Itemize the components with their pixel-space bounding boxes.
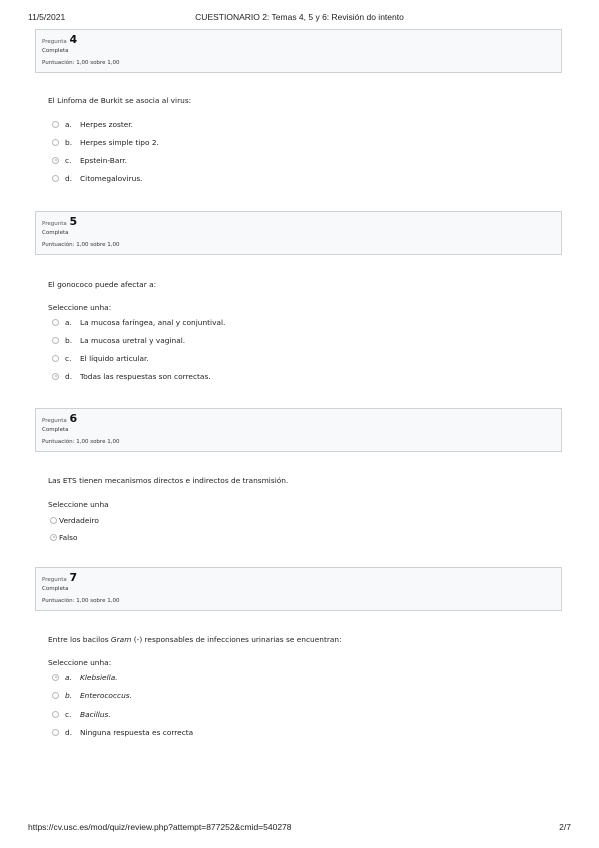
question-text: Entre los bacilos Gram (-) responsables de infecciones urinarias se encuentran: <box>48 635 342 644</box>
question-text: Las ETS tienen mecanismos directos e indirectos de transmisión. <box>48 476 289 485</box>
radio-button[interactable] <box>52 337 59 344</box>
radio-button[interactable] <box>52 692 59 699</box>
page-title: CUESTIONARIO 2: Temas 4, 5 y 6: Revisión do intento <box>195 12 404 22</box>
answer-option[interactable]: c. El líquido articular. <box>52 352 149 364</box>
answer-option[interactable]: a. Herpes zoster. <box>52 118 133 130</box>
print-date: 11/5/2021 <box>28 12 66 22</box>
question-info-box <box>35 567 562 611</box>
select-prompt: Seleccione unha <box>48 500 109 509</box>
answer-option[interactable]: a. La mucosa faríngea, anal y conjuntival. <box>52 316 225 328</box>
answer-option[interactable]: d. Citomegalovirus. <box>52 172 143 184</box>
radio-button[interactable] <box>52 175 59 182</box>
question-grade: Puntuación: 1,00 sobre 1,00 <box>42 439 120 445</box>
question-number: Pregunta 6 <box>42 412 78 425</box>
answer-option-true[interactable]: Verdadeiro <box>50 514 99 526</box>
select-prompt: Seleccione unha: <box>48 658 112 667</box>
answer-option[interactable]: a. Klebsiella. <box>52 671 118 683</box>
answer-option[interactable]: d. Todas las respuestas son correctas. <box>52 370 211 382</box>
radio-button[interactable] <box>52 319 59 326</box>
answer-option[interactable]: c. Epstein-Barr. <box>52 154 127 166</box>
radio-button[interactable] <box>52 711 59 718</box>
question-text: El gonococo puede afectar a: <box>48 280 157 289</box>
radio-button-selected[interactable] <box>52 373 59 380</box>
question-info-box <box>35 29 562 73</box>
question-number: Pregunta 5 <box>42 215 78 228</box>
select-prompt: Seleccione unha: <box>48 303 112 312</box>
question-number: Pregunta 7 <box>42 571 78 584</box>
radio-button[interactable] <box>52 121 59 128</box>
answer-option[interactable]: c. Bacillus. <box>52 708 111 720</box>
radio-button[interactable] <box>52 355 59 362</box>
question-state: Completa <box>42 230 69 236</box>
question-state: Completa <box>42 48 69 54</box>
radio-button-selected[interactable] <box>52 674 59 681</box>
question-info-box <box>35 211 562 255</box>
page-number: 2/7 <box>559 822 571 832</box>
question-text: El Linfoma de Burkit se asocia al virus: <box>48 96 192 105</box>
question-state: Completa <box>42 586 69 592</box>
print-header <box>0 12 599 24</box>
question-grade: Puntuación: 1,00 sobre 1,00 <box>42 60 120 66</box>
page-url: https://cv.usc.es/mod/quiz/review.php?attempt=877252&cmid=540278 <box>28 822 292 832</box>
question-state: Completa <box>42 427 69 433</box>
question-info-box <box>35 408 562 452</box>
answer-option[interactable]: b. Enterococcus. <box>52 689 132 701</box>
answer-option[interactable]: b. La mucosa uretral y vaginal. <box>52 334 185 346</box>
answer-option[interactable]: d. Ninguna respuesta es correcta <box>52 726 193 738</box>
radio-button[interactable] <box>50 517 57 524</box>
radio-button-selected[interactable] <box>52 157 59 164</box>
radio-button[interactable] <box>52 139 59 146</box>
answer-option[interactable]: b. Herpes simple tipo 2. <box>52 136 159 148</box>
answer-option-false[interactable]: Falso <box>50 531 78 543</box>
question-grade: Puntuación: 1,00 sobre 1,00 <box>42 242 120 248</box>
radio-button[interactable] <box>52 729 59 736</box>
print-footer <box>0 822 599 834</box>
question-grade: Puntuación: 1,00 sobre 1,00 <box>42 598 120 604</box>
radio-button-selected[interactable] <box>50 534 57 541</box>
question-number: Pregunta 4 <box>42 33 78 46</box>
